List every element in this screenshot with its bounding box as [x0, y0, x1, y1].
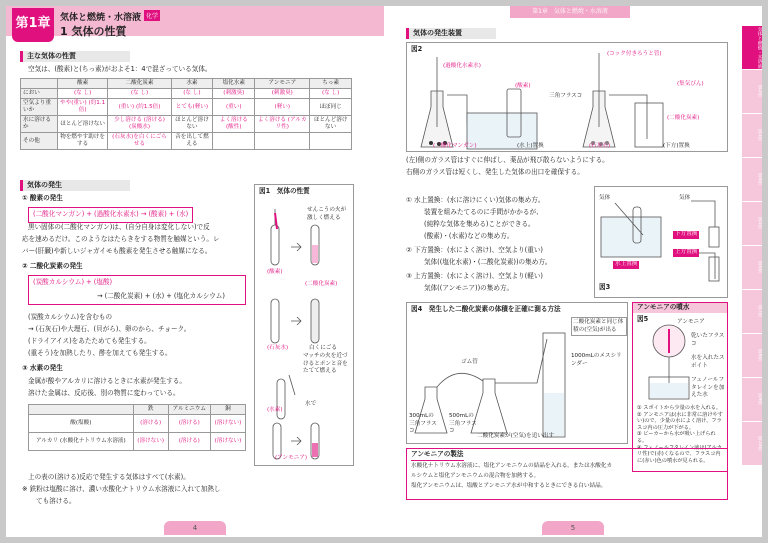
oxygen-text-2: 応を速めるだけ。このようなはたらきをする物質を触媒という。レ — [22, 235, 220, 243]
apparatus-note-2: 右側のガラス管は短くし、発生した気体の出口を確保する。 — [406, 168, 584, 176]
bottom-text-2: ※ 鉄粉は塩酸に溶け、濃い水酸化ナトリウム水溶液に入れて加熱し — [22, 485, 221, 493]
figure-2-box — [406, 42, 728, 152]
memo-ammonia-text-2: ルシウムと塩化アンモニウムの混合物を加熱する。 — [411, 473, 540, 479]
fig5-label-ammonia: アンモニア — [677, 319, 705, 325]
right-page — [384, 6, 762, 537]
fig3-label-gas-2: 気体 — [679, 195, 691, 201]
fig2-label-mno2: (二酸化マンガン) — [433, 143, 477, 149]
method-2: ② 下方置換：(水によく溶け)、空気より(重い) — [406, 246, 543, 254]
oxygen-heading: ① 酸素の発生 — [22, 194, 63, 202]
co2-text-1: (炭酸カルシウム)を含むもの — [28, 313, 113, 321]
hydrogen-text-2: 溶けた金属は、反応後、別の物質に変わっている。 — [28, 389, 180, 397]
table-header-cell: ちっ素 — [310, 79, 352, 89]
table-cell: (軽い) — [255, 99, 310, 116]
oxygen-text-3: バー(肝臓)や新しいジャガイモも酸素を発生させる触媒になる。 — [22, 247, 212, 255]
fountain-step: ① スポイトから少量の水を入れる。 — [637, 405, 722, 411]
table-cell: (な し) — [108, 89, 171, 99]
memo-fountain-title: アンモニアの噴水 — [633, 303, 727, 313]
chapter-tab: 気体と燃焼・水溶液 — [742, 26, 762, 70]
chapter-tab: 第2章 — [742, 70, 762, 114]
table-cell: 物を燃やす助けをする — [57, 133, 108, 150]
fig1-note-hydrogen: マッチの火を近づけるとポンと音をたてて燃える — [303, 353, 348, 374]
metal-table-header-cell: アルミニウム — [168, 405, 210, 415]
bottom-text-1: 上の表の(溶ける)反応で発生する気体はすべて(水素)。 — [28, 473, 190, 481]
table-cell: (重い) (約1.5倍) — [108, 99, 171, 116]
fig1-note-oxygen: せんこうの火が激しく燃える — [307, 207, 347, 221]
metal-reaction-table — [28, 404, 246, 451]
table-header-cell: アンモニア — [255, 79, 310, 89]
metal-table-cell: (溶ける) — [168, 433, 210, 451]
fig1-note-water: 水で — [305, 401, 317, 407]
table-cell: 少し溶ける (溶ける)(炭酸水) — [108, 116, 171, 133]
section-title: 1 気体の性質 — [60, 25, 127, 38]
table-cell: ほとんど溶けない — [310, 116, 352, 133]
method-3b: 気体((アンモニア))の集め方。 — [424, 284, 514, 292]
oxygen-text-1: 黒い固体の(二酸化マンガン)は、(自分自身は変化しない)で反 — [28, 223, 210, 231]
apparatus-note-1: (左)側のガラス管はすぐに伸ばし、薬品が飛び散らないようにする。 — [406, 156, 609, 164]
fig2-label-jar: (集気びん) — [677, 81, 704, 87]
chapter-tab: 第7章 — [742, 290, 762, 334]
fig4-label-flask300: 300mLの三角フラスコ — [409, 413, 437, 434]
table-cell: その他 — [21, 133, 58, 150]
memo-ammonia-box — [406, 448, 728, 500]
table-row — [21, 89, 352, 99]
table-cell: (刺激臭) — [255, 89, 310, 99]
hydrogen-heading: ③ 水素の発生 — [22, 364, 63, 372]
method-1b: 装置を組みたてるのに手間がかかるが、 — [424, 208, 543, 216]
table-cell: (な し) — [310, 89, 352, 99]
oxygen-equation: (二酸化マンガン) + (過酸化水素水) → (酸素) + (水) — [28, 207, 193, 223]
figure-3-number: 図3 — [599, 283, 611, 291]
chapter-title: 気体と燃焼・水溶液 — [60, 13, 142, 23]
table-cell — [255, 133, 310, 150]
table-cell: よく溶ける (酸性) — [213, 116, 255, 133]
co2-text-2: → (石灰石)や大理石、(貝がら)、卵のから、チョーク。 — [28, 325, 191, 333]
co2-equation-a: (炭酸カルシウム) + (塩酸) — [33, 278, 113, 286]
table-row — [21, 99, 352, 116]
fig4-label-co2-pushes: 二酸化炭素が(空気)を追い出す — [477, 433, 555, 439]
chapter-tab: 第6章 — [742, 246, 762, 290]
fig1-label-hydrogen: (水素) — [267, 407, 283, 413]
co2-heading: ② 二酸化炭素の発生 — [22, 262, 83, 270]
table-cell — [213, 133, 255, 150]
figure-3-box — [594, 186, 728, 298]
fig5-label-flask: 乾いたフラスコ — [691, 333, 725, 347]
fig2-label-downward: (下方)置換 — [663, 143, 690, 149]
table-cell: におい — [21, 89, 58, 99]
metal-table-cell: (溶ける) — [133, 415, 168, 433]
table-cell: 空気より重いか — [21, 99, 58, 116]
method-1d: (酸素)・(水素)などの集め方。 — [424, 232, 514, 240]
figure-5-number: 図5 — [637, 315, 649, 323]
table-cell: やや(重い) (約1.1倍) — [57, 99, 108, 116]
method-2b: 気体((塩化水素)・(二酸化炭素))の集め方。 — [424, 258, 552, 266]
table-header-cell — [21, 79, 58, 89]
table-cell: ほとんど溶けない — [171, 116, 213, 133]
table-header-cell: 水素 — [171, 79, 213, 89]
page-number-right: 5 — [542, 521, 604, 535]
fig5-label-dropper: 水を入れたスポイト — [691, 355, 725, 369]
air-composition-text: 空気は、(酸素)と(ちっ素)がおよそ1：4で混ざっている気体。 — [28, 65, 212, 73]
fig3-label-gas-1: 気体 — [599, 195, 611, 201]
fountain-step: ③ ビーカーから水が吸い上げられる。 — [637, 431, 716, 444]
fig4-label-air-out: 二酸化炭素と同じ体積の(空気)が出る — [571, 317, 627, 336]
fig4-label-flask500: 500mLの三角フラスコ — [449, 413, 477, 434]
chapter-tabs — [742, 26, 762, 466]
metal-table-row — [29, 415, 246, 433]
chapter-tab: 第3章 — [742, 114, 762, 158]
metal-table-cell: (溶けない) — [210, 433, 245, 451]
co2-text-4: (重そう)を加熱したり、酢を加えても発生する。 — [28, 349, 172, 357]
chapter-tab: 第5章 — [742, 202, 762, 246]
method-3: ③ 上方置換：(水によく溶け)、空気より(軽い) — [406, 272, 543, 280]
chapter-label: 第1章 — [12, 8, 54, 42]
fig2-label-limestone: (石灰石) — [589, 143, 611, 149]
figure-3-illustration — [595, 187, 729, 299]
table-cell: 水に溶けるか — [21, 116, 58, 133]
fountain-step: ② アンモニアは(水に非常に溶けやすい)ので、少量の水によく溶け、フラスコ内の圧力が下がる。 — [637, 411, 723, 431]
figure-1-illustration — [255, 199, 355, 465]
figure-4-box — [406, 302, 628, 444]
fig1-label-limewater: (石灰水) — [267, 345, 289, 351]
metal-table-cell: (溶けない) — [210, 415, 245, 433]
fig2-label-water-displacement: (水上)置換 — [517, 143, 544, 149]
method-1c: (純粋な気体を集める)ことができる。 — [424, 220, 535, 228]
figure-1-box — [254, 184, 354, 466]
chapter-tab: 第9章 — [742, 378, 762, 422]
figure-2-number: 図2 — [411, 45, 423, 53]
table-cell: ほとんど溶けない — [57, 116, 108, 133]
running-head: 第1章 気体と燃焼・水溶液 — [510, 6, 630, 18]
table-cell: (重い) — [213, 99, 255, 116]
fig4-label-cylinder: 1000mLのメスシリンダー — [571, 353, 622, 367]
fig1-note-cloudy: 白くにごる — [309, 345, 337, 351]
fig5-label-water: フェノールフタレインを加えた水 — [691, 377, 725, 398]
bottom-text-3: ても溶ける。 — [36, 497, 76, 505]
table-header-cell: 二酸化炭素 — [108, 79, 171, 89]
fig2-label-funnel: (コック付きろうと管) — [607, 51, 662, 57]
table-cell: (石灰水)を白くにごらせる — [108, 133, 171, 150]
table-cell: 音を出して燃える — [171, 133, 213, 150]
figure-4-title: 図4 発生した二酸化炭素の体積を正確に測る方法 — [411, 305, 561, 313]
table-row — [21, 116, 352, 133]
left-page — [6, 6, 384, 537]
chapter-tab: 第4章 — [742, 158, 762, 202]
metal-table-header-cell — [29, 405, 134, 415]
fig1-label-ammonia: (アンモニア) — [275, 455, 308, 461]
table-cell — [310, 133, 352, 150]
metal-table-cell: アルカリ (水酸化ナトリウム水溶液) — [29, 433, 134, 451]
metal-table-header-cell: 銅 — [210, 405, 245, 415]
figure-1-title: 図1 気体の性質 — [259, 187, 310, 195]
memo-ammonia-text-3: 塩化アンモニウムは、塩酸とアンモニア水が中和するときにできる白い結晶。 — [411, 483, 607, 489]
chapter-tab: 第8章 — [742, 334, 762, 378]
subject-badge: 化学 — [144, 10, 160, 21]
metal-table-cell: (溶ける) — [168, 415, 210, 433]
metal-table-cell: (溶けない) — [133, 433, 168, 451]
section-header-generation: 気体の発生 — [20, 180, 130, 191]
table-header-cell: 塩化水素 — [213, 79, 255, 89]
gas-properties-table — [20, 78, 352, 150]
fig2-label-flask: 三角フラスコ — [549, 93, 583, 99]
co2-equation-box — [28, 275, 246, 305]
table-cell: ほぼ同じ — [310, 99, 352, 116]
metal-table-header — [29, 405, 246, 415]
memo-fountain-box — [632, 302, 728, 472]
section-header-properties: 主な気体の性質 — [20, 51, 130, 62]
metal-table-cell: 酸(塩酸) — [29, 415, 134, 433]
metal-table-row — [29, 433, 246, 451]
memo-ammonia-title: アンモニアの製法 — [411, 450, 464, 461]
table-cell: とても(軽い) — [171, 99, 213, 116]
co2-text-3: (ドライアイス)をあたためても発生する。 — [28, 337, 151, 345]
fig2-label-oxygen: (酸素) — [515, 83, 531, 89]
table-header-cell: 酸素 — [57, 79, 108, 89]
fig2-label-h2o2: (過酸化水素水) — [443, 63, 481, 69]
fig4-label-tube: ゴム管 — [461, 359, 478, 365]
method-1: ① 水上置換：(水に溶けにくい)気体の集め方。 — [406, 196, 545, 204]
table-cell: (な し) — [171, 89, 213, 99]
fig3-label-downward: 下方置換 — [675, 231, 698, 237]
chapter-tab: 第10章 — [742, 422, 762, 466]
fig1-label-co2: (二酸化炭素) — [305, 281, 338, 287]
table-cell: (刺激臭) — [213, 89, 255, 99]
memo-ammonia-text-1: 水酸化ナトリウム水溶液に、塩化アンモニウムの結晶を入れる。または水酸化カ — [411, 463, 613, 469]
page-number-left: 4 — [164, 521, 226, 535]
section-header-apparatus: 気体の発生装置 — [406, 28, 496, 39]
fig3-label-water: 水上置換 — [615, 261, 638, 267]
co2-equation-b: → (二酸化炭素) + (水) + (塩化カルシウム) — [97, 292, 225, 300]
hydrogen-text-1: 金属が酸やアルカリに溶けるときに水素が発生する。 — [28, 377, 186, 385]
table-cell: よく溶ける (アルカリ性) — [255, 116, 310, 133]
fountain-step: ④ フェノールフタレイン液は(アルカリ性)で(赤)くなるので、フラスコ内に(赤い)色の噴水が見られる。 — [637, 444, 722, 464]
table-cell: (な し) — [57, 89, 108, 99]
table-row — [21, 133, 352, 150]
table-header-row — [21, 79, 352, 89]
metal-table-header-cell: 鉄 — [133, 405, 168, 415]
fig2-label-co2: (二酸化炭素) — [667, 115, 700, 121]
fig3-label-upward: 上方置換 — [675, 249, 698, 255]
fig1-label-oxygen: (酸素) — [267, 269, 283, 275]
